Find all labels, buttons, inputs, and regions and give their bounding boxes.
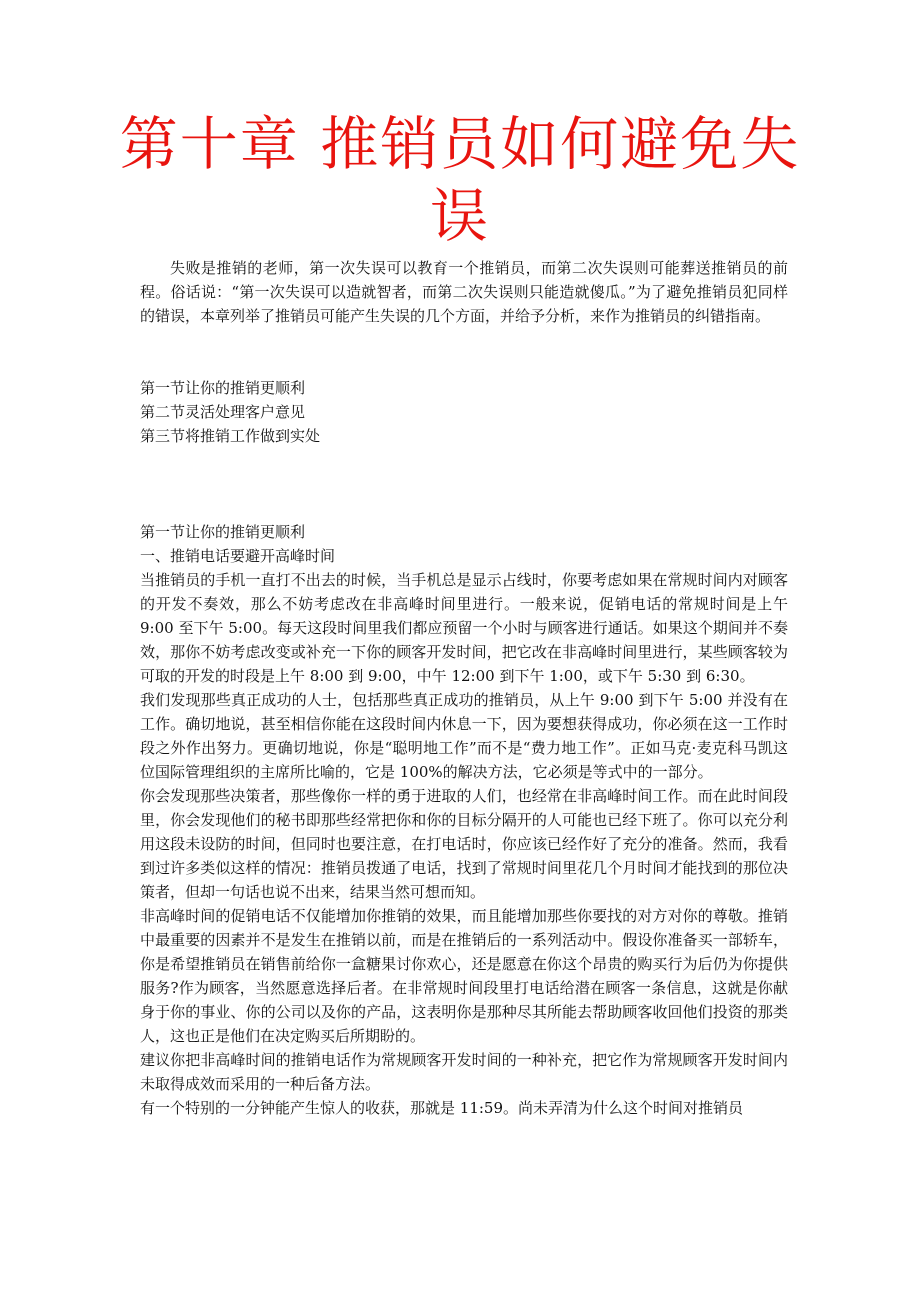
subsection-heading: 一、推销电话要避开高峰时间 — [140, 547, 336, 565]
body-paragraph: 建议你把非高峰时间的推销电话作为常规顾客开发时间的一种补充，把它作为常规顾客开发时间内未取得成效而采用的一种后备方法。 — [140, 1051, 788, 1093]
body-paragraph: 有一个特别的一分钟能产生惊人的收获，那就是 11:59。尚未弄清为什么这个时间对推销员 — [140, 1099, 743, 1117]
toc-item: 第三节将推销工作做到实处 — [140, 427, 321, 445]
intro-paragraph: 失败是推销的老师，第一次失误可以教育一个推销员，而第二次失误则可能葬送推销员的前程。俗话说：“第一次失误可以造就智者，而第二次失误则只能造就傻瓜。”为了避免推销员犯同样的错误，本章列举了推销员可能产生失误的几个方面，并给予分析，来作为推销员的纠错指南。 — [140, 259, 788, 325]
toc-item: 第一节让你的推销更顺利 — [140, 379, 306, 397]
section-heading: 第一节让你的推销更顺利 — [140, 523, 306, 541]
body-paragraph: 我们发现那些真正成功的人士，包括那些真正成功的推销员，从上午 9:00 到下午 5:00 并没有在工作。确切地说，甚至相信你能在这段时间内休息一下，因为要想获得成功，你必须在这一工作时段之外作出努力。更确切地说，你是“聪明地工作”而不是“费力地工作”。正如马克·麦克科马凯这位国际管理组织的主席所比喻的，它是 100%的解决方法，它必须是等式中的一部分。 — [140, 691, 788, 781]
body-paragraph: 你会发现那些决策者，那些像你一样的勇于进取的人们，也经常在非高峰时间工作。而在此时间段里，你会发现他们的秘书即那些经常把你和你的目标分隔开的人可能也已经下班了。你可以充分利用这段未设防的时间，但同时也要注意，在打电话时，你应该已经作好了充分的准备。然而，我看到过许多类似这样的情况：推销员拨通了电话，找到了常规时间里花几个月时间才能找到的那位决策者，但却一句话也说不出来，结果当然可想而知。 — [140, 787, 788, 901]
body-paragraph: 当推销员的手机一直打不出去的时候，当手机总是显示占线时，你要考虑如果在常规时间内对顾客的开发不奏效，那么不妨考虑改在非高峰时间里进行。一般来说，促销电话的常规时间是上午 9:00 至下午 5:00。每天这段时间里我们都应预留一个小时与顾客进行通话。如果这个期间并不奏效，那你不妨考虑改变或补充一下你的顾客开发时间，把它改在非高峰时间里进行，某些顾客较为可取的开发的时段是上午 8:00 到 9:00，中午 12:00 到下午 1:00，或下午 5:30 到 6:30。 — [140, 571, 788, 685]
table-of-contents — [140, 376, 788, 448]
toc-item: 第二节灵活处理客户意见 — [140, 403, 306, 421]
chapter-title: 第十章 推销员如何避免失误 — [119, 110, 801, 250]
section-body — [140, 520, 788, 1120]
body-paragraph: 非高峰时间的促销电话不仅能增加你推销的效果，而且能增加那些你要找的对方对你的尊敬。推销中最重要的因素并不是发生在推销以前，而是在推销后的一系列活动中。假设你准备买一部轿车，你是希望推销员在销售前给你一盒糖果讨你欢心，还是愿意在你这个昂贵的购买行为后仍为你提供服务?作为顾客，当然愿意选择后者。在非常规时间段里打电话给潜在顾客一条信息，这就是你献身于你的事业、你的公司以及你的产品，这表明你是那种尽其所能去帮助顾客收回他们投资的那类人，这也正是他们在决定购买后所期盼的。 — [140, 907, 788, 1045]
